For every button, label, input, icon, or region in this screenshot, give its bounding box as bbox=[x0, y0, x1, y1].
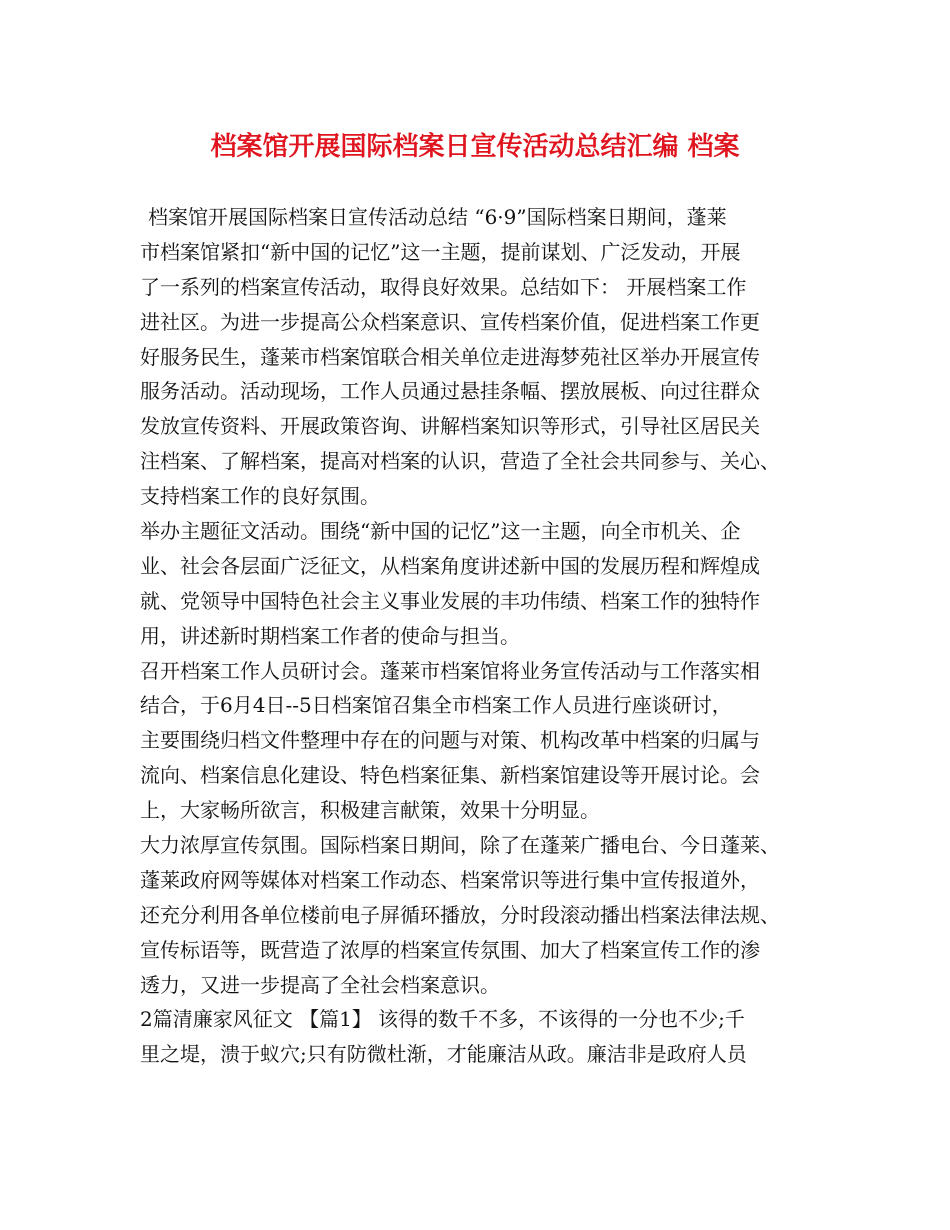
body-line: 主要围绕归档文件整理中存在的问题与对策、机构改革中档案的归属与 bbox=[140, 728, 760, 753]
body-line: 蓬莱政府网等媒体对档案工作动态、档案常识等进行集中宣传报道外， bbox=[140, 867, 760, 892]
document-body bbox=[140, 200, 830, 1072]
body-line: 了一系列的档案宣传活动，取得良好效果。总结如下： 开展档案工作 bbox=[140, 274, 747, 299]
body-line: 进社区。为进一步提高公众档案意识、宣传档案价值，促进档案工作更 bbox=[140, 309, 760, 334]
body-line: 召开档案工作人员研讨会。蓬莱市档案馆将业务宣传活动与工作落实相 bbox=[140, 658, 760, 683]
body-line: 上，大家畅所欲言，积极建言献策，效果十分明显。 bbox=[140, 798, 600, 823]
body-line: 支持档案工作的良好氛围。 bbox=[140, 484, 380, 509]
body-line: 大力浓厚宣传氛围。国际档案日期间，除了在蓬莱广播电台、今日蓬莱、 bbox=[140, 833, 780, 858]
body-line: 2篇清廉家风征文 【篇1】 该得的数千不多，不该得的一分也不少;千 bbox=[140, 1007, 745, 1032]
body-line: 流向、档案信息化建设、特色档案征集、新档案馆建设等开展讨论。会 bbox=[140, 763, 760, 788]
body-line: 还充分利用各单位楼前电子屏循环播放，分时段滚动播出档案法律法规、 bbox=[140, 902, 780, 927]
body-line: 注档案、了解档案，提高对档案的认识，营造了全社会共同参与、关心、 bbox=[140, 449, 780, 474]
body-line: 举办主题征文活动。围绕“新中国的记忆”这一主题，向全市机关、企 bbox=[140, 519, 741, 544]
body-line: 市档案馆紧扣“新中国的记忆”这一主题，提前谋划、广泛发动，开展 bbox=[140, 239, 741, 264]
body-line: 业、社会各层面广泛征文，从档案角度讲述新中国的发展历程和辉煌成 bbox=[140, 553, 760, 578]
body-line: 结合，于6月4日--5日档案馆召集全市档案工作人员进行座谈研讨， bbox=[140, 693, 732, 718]
body-line: 宣传标语等，既营造了浓厚的档案宣传氛围、加大了档案宣传工作的渗 bbox=[140, 937, 760, 962]
body-line: 服务活动。活动现场，工作人员通过悬挂条幅、摆放展板、向过往群众 bbox=[140, 379, 760, 404]
body-line: 发放宣传资料、开展政策咨询、讲解档案知识等形式，引导社区居民关 bbox=[140, 414, 760, 439]
body-line: 档案馆开展国际档案日宣传活动总结 “6·9”国际档案日期间，蓬莱 bbox=[148, 205, 727, 229]
body-line: 透力，又进一步提高了全社会档案意识。 bbox=[140, 972, 500, 997]
body-line: 就、党领导中国特色社会主义事业发展的丰功伟绩、档案工作的独特作 bbox=[140, 588, 760, 613]
body-line: 好服务民生，蓬莱市档案馆联合相关单位走进海梦苑社区举办开展宣传 bbox=[140, 344, 760, 369]
body-line: 用，讲述新时期档案工作者的使命与担当。 bbox=[140, 623, 520, 648]
document-title: 档案馆开展国际档案日宣传活动总结汇编 档案 bbox=[210, 132, 740, 162]
body-line: 里之堤，溃于蚁穴;只有防微杜渐，才能廉洁从政。廉洁非是政府人员 bbox=[140, 1042, 747, 1067]
